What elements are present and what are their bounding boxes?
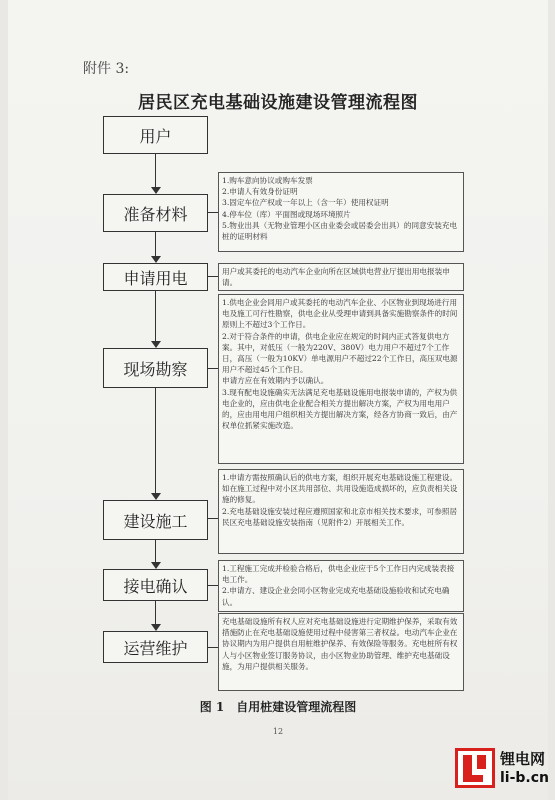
note-line: 3.现有配电设施确实无法满足充电基础设施用电报装申请的，产权为供电企业的，应由供电企业配合相关方提出解决方案，产权为用电用户的，应由用电用户组织相关方提出解决方案，经各方协商一致后，由产权单位抓紧实施改造。 <box>222 387 458 431</box>
note-connector <box>208 276 218 277</box>
note-line: 1.工程施工完成并检验合格后，供电企业应于5个工作日内完成装表接电工作。 <box>222 564 455 585</box>
flow-connector <box>155 154 156 187</box>
note-connector <box>208 368 218 369</box>
step-label: 建设施工 <box>123 511 188 531</box>
arrow-down-icon <box>151 341 161 348</box>
page-number: 12 <box>272 727 284 736</box>
step-construction-box <box>103 500 208 540</box>
watermark-cn: 锂电网 <box>500 750 546 768</box>
step-prepare-materials-box <box>103 194 208 232</box>
note-connector <box>208 518 218 519</box>
note-line: 申请方应在有效期内予以确认。 <box>222 376 329 386</box>
arrow-down-icon <box>151 493 161 500</box>
step-label: 申请用电 <box>123 268 188 288</box>
arrow-down-icon <box>151 187 161 194</box>
note-line: 2.申请人有效身份证明 <box>222 187 298 197</box>
page-title: 居民区充电基础设施建设管理流程图 <box>138 93 418 113</box>
step-power-confirm-box <box>103 569 208 601</box>
note-line: 4.停车位（库）平面图或现场环境照片 <box>222 209 351 219</box>
watermark <box>455 748 555 800</box>
note-connector <box>208 212 218 213</box>
figure-caption: 图 1 自用桩建设管理流程图 <box>199 700 357 714</box>
note-line: 2.对于符合条件的申请，供电企业应在规定的时间内正式答复供电方案。其中，对低压（一般为220V、380V）电力用户不超过7个工作日，高压（一般为10KV）单电源用户不超过22个工作日，高压双电源用户不超过45个工作日。 <box>222 331 458 375</box>
watermark-logo-icon <box>455 748 495 788</box>
flow-connector <box>155 291 156 341</box>
note-line: 1.申请方需按照确认后的供电方案，组织开展充电基础设施工程建设。如在施工过程中对小区共用部位、共用设施造成损坏的，应负责相关设施的修复。 <box>222 473 458 505</box>
step-label: 用户 <box>139 126 172 146</box>
step-note-prepare-materials <box>218 172 464 252</box>
note-line: 5.物业出具（无物业管理小区由业委会或居委会出具）的同意安装充电桩的证明材料 <box>222 220 458 242</box>
step-label: 接电确认 <box>123 576 188 596</box>
note-connector <box>208 647 218 648</box>
arrow-down-icon <box>151 562 161 569</box>
annex-label: 附件 3: <box>83 61 130 77</box>
document-page <box>8 0 548 800</box>
arrow-down-icon <box>151 256 161 263</box>
note-connector <box>208 585 218 586</box>
note-line: 用户或其委托的电动汽车企业向所在区域供电营业厅提出用电报装申请。 <box>222 267 450 288</box>
step-site-survey-box <box>103 348 208 388</box>
note-line: 2.充电基础设施安装过程应遵照国家和北京市相关技术要求，可参照居民区充电基础设施安装指南（见附件2）开展相关工作。 <box>222 506 458 527</box>
note-line: 充电基础设施所有权人应对充电基础设施进行定期维护保养，采取有效措施防止在充电基础设施使用过程中侵害第三者权益。电动汽车企业在协议期内为用户提供自用桩维护保养、有效保险等服务。充电桩所有权人与小区物业签订服务协议，由小区物业协助管理、维护充电基础设施，为用户提供相关服务。 <box>222 617 458 671</box>
note-line: 1.供电企业会同用户或其委托的电动汽车企业、小区物业到现场进行用电及施工可行性勘察，供电企业从受理申请到具备实施勘察条件的时间原则上不超过3个工作日。 <box>222 298 458 330</box>
flow-connector <box>155 540 156 563</box>
watermark-en: li-b.cn <box>500 770 550 786</box>
arrow-down-icon <box>151 624 161 631</box>
step-note-site-survey <box>218 294 464 464</box>
step-apply-power-box <box>103 263 208 291</box>
flow-connector <box>155 232 156 257</box>
step-label: 运营维护 <box>123 638 188 658</box>
flow-connector <box>155 601 156 625</box>
step-note-operation-maintenance <box>218 613 464 691</box>
step-operation-maintenance-box <box>103 631 208 663</box>
note-line: 1.购车意向协议或购车发票 <box>222 176 313 185</box>
step-user-box <box>103 116 208 154</box>
step-note-construction <box>218 469 464 554</box>
step-label: 准备材料 <box>123 204 188 224</box>
note-line: 2.申请方、建设企业会同小区物业完成充电基础设施验收和试充电确认。 <box>222 586 450 607</box>
note-line: 3.固定车位产权或一年以上（含一年）使用权证明 <box>222 198 389 208</box>
step-note-apply-power <box>218 263 464 291</box>
step-note-power-confirm <box>218 560 464 612</box>
flow-connector <box>155 388 156 493</box>
step-label: 现场勘察 <box>123 359 188 379</box>
